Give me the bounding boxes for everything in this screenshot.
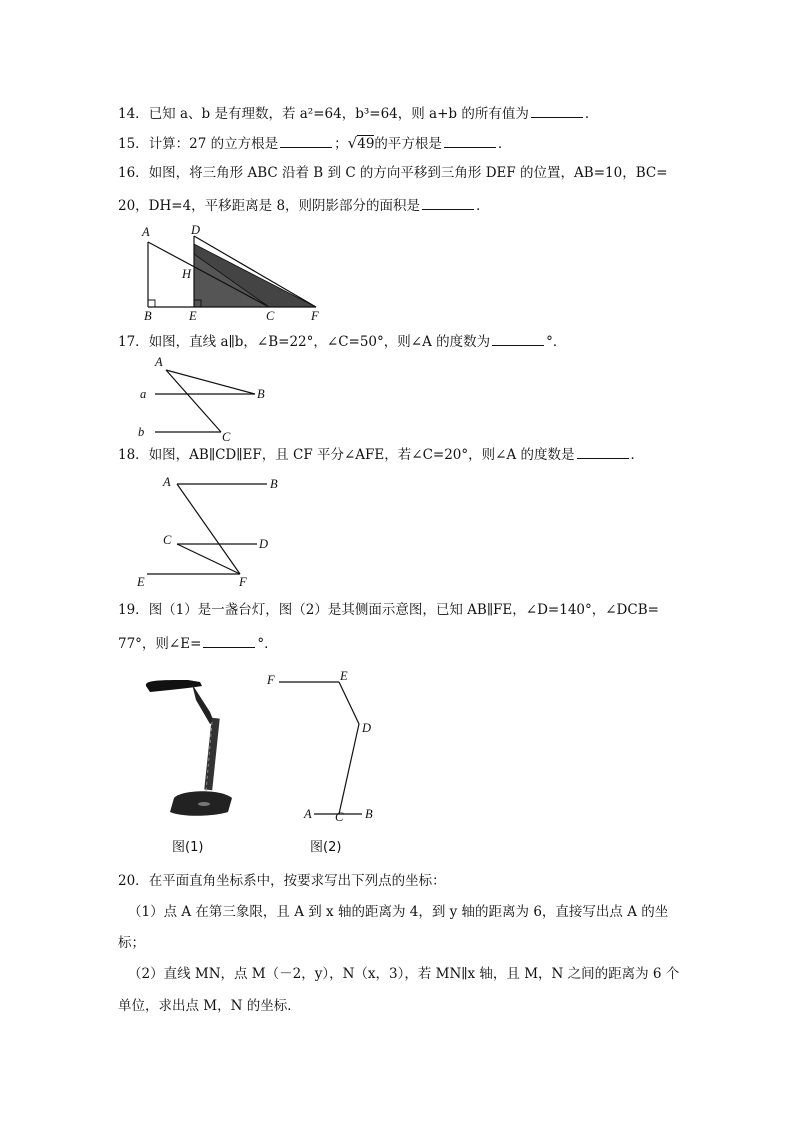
- question-number: 17．: [118, 334, 149, 350]
- question-20-part1-cont: 标；: [118, 935, 145, 951]
- label-C: C: [163, 533, 172, 547]
- figure-19-lamp-diagram: [262, 666, 392, 826]
- label-C: C: [335, 810, 344, 824]
- answer-blank[interactable]: [422, 195, 474, 210]
- figure-2-caption: 图(2): [310, 840, 342, 855]
- question-19: [118, 600, 659, 620]
- question-20-part1: （1）点 A 在第三象限，且 A 到 x 轴的距离为 4，到 y 轴的距离为 6，直接写出点 A 的坐: [128, 904, 669, 920]
- question-text-line1: 图（1）是一盏台灯，图（2）是其侧面示意图，已知 AB∥FE，∠D=140°，∠DCB=: [148, 602, 659, 618]
- question-number: 16．: [118, 165, 149, 181]
- label-b: b: [138, 425, 145, 439]
- line-CF: [177, 544, 240, 574]
- question-14: 14．已知 a、b 是有理数，若 a²=64，b³=64，则 a+b 的所有值为 ．: [118, 103, 598, 124]
- line-AF: [177, 484, 240, 574]
- question-20-part2: （2）直线 MN，点 M（－2，y），N（x，3），若 MN∥x 轴，且 M，N 之间的距离为 6 个: [128, 966, 680, 982]
- label-D: D: [259, 537, 269, 551]
- answer-blank[interactable]: [444, 133, 496, 148]
- question-intro: 在平面直角坐标系中，按要求写出下列点的坐标：: [148, 873, 446, 889]
- label-E: E: [340, 669, 348, 683]
- answer-blank[interactable]: [203, 633, 255, 648]
- question-15: 15．计算：27 的立方根是 ；√49的平方根是 ．: [118, 134, 512, 152]
- label-H: H: [182, 267, 192, 281]
- answer-blank[interactable]: [531, 103, 583, 118]
- question-text-line1: 如图，将三角形 ABC 沿着 B 到 C 的方向平移到三角形 DEF 的位置，AB=10，BC=: [148, 165, 668, 181]
- label-A: A: [155, 355, 163, 369]
- figure-18-parallel-lines: [135, 470, 295, 595]
- label-D: D: [191, 223, 201, 237]
- label-F: F: [267, 673, 275, 687]
- answer-blank[interactable]: [492, 331, 544, 346]
- question-text: 如图，AB∥CD∥EF，且 CF 平分∠AFE，若∠C=20°，则∠A 的度数是: [148, 447, 575, 463]
- label-A: A: [142, 225, 150, 239]
- label-B: B: [257, 387, 265, 401]
- sqrt-expression: √49: [347, 134, 375, 152]
- question-19-cont: 77°，则∠E= °．: [118, 633, 278, 654]
- question-text: 计算：27 的立方根是: [148, 136, 279, 152]
- question-20-part2-cont: 单位，求出点 M，N 的坐标．: [118, 998, 301, 1014]
- question-17: 17．如图，直线 a∥b，∠B=22°，∠C=50°，则∠A 的度数为 °．: [118, 331, 566, 352]
- label-B: B: [144, 309, 152, 323]
- question-number: 19．: [118, 602, 149, 618]
- label-E: E: [189, 309, 197, 323]
- question-16-cont: 20，DH=4，平移距离是 8，则阴影部分的面积是 ．: [118, 195, 490, 216]
- figure-17-parallel-lines: [135, 354, 275, 444]
- label-A: A: [163, 475, 171, 489]
- label-C: C: [266, 309, 275, 323]
- question-number: 14．: [118, 106, 149, 122]
- desk-lamp-image: [140, 672, 240, 832]
- question-text: 如图，直线 a∥b，∠B=22°，∠C=50°，则∠A 的度数为: [148, 334, 491, 350]
- question-16: [118, 163, 668, 183]
- question-number: 15．: [118, 136, 149, 152]
- figure-1-caption: 图(1): [172, 840, 204, 855]
- label-A: A: [304, 807, 312, 821]
- question-text-line2: 20，DH=4，平移距离是 8，则阴影部分的面积是: [118, 198, 421, 214]
- label-a: a: [140, 387, 147, 401]
- question-text: 已知 a、b 是有理数，若 a²=64，b³=64，则 a+b 的所有值为: [148, 106, 529, 122]
- line-EDC: [339, 682, 359, 814]
- answer-blank[interactable]: [577, 444, 629, 459]
- label-F: F: [239, 575, 247, 589]
- question-text-line2: 77°，则∠E=: [118, 636, 202, 652]
- label-D: D: [362, 721, 372, 735]
- label-F: F: [311, 309, 319, 323]
- figure-16-translated-triangles: [138, 222, 338, 322]
- label-B: B: [365, 807, 373, 821]
- answer-blank[interactable]: [280, 133, 332, 148]
- question-number: 18．: [118, 447, 149, 463]
- question-number: 20．: [118, 873, 149, 889]
- question-18: 18．如图，AB∥CD∥EF，且 CF 平分∠AFE，若∠C=20°，则∠A 的度数是 ．: [118, 444, 644, 465]
- label-B: B: [270, 477, 278, 491]
- label-E: E: [137, 575, 145, 589]
- label-C: C: [222, 430, 231, 444]
- question-20: [118, 871, 446, 891]
